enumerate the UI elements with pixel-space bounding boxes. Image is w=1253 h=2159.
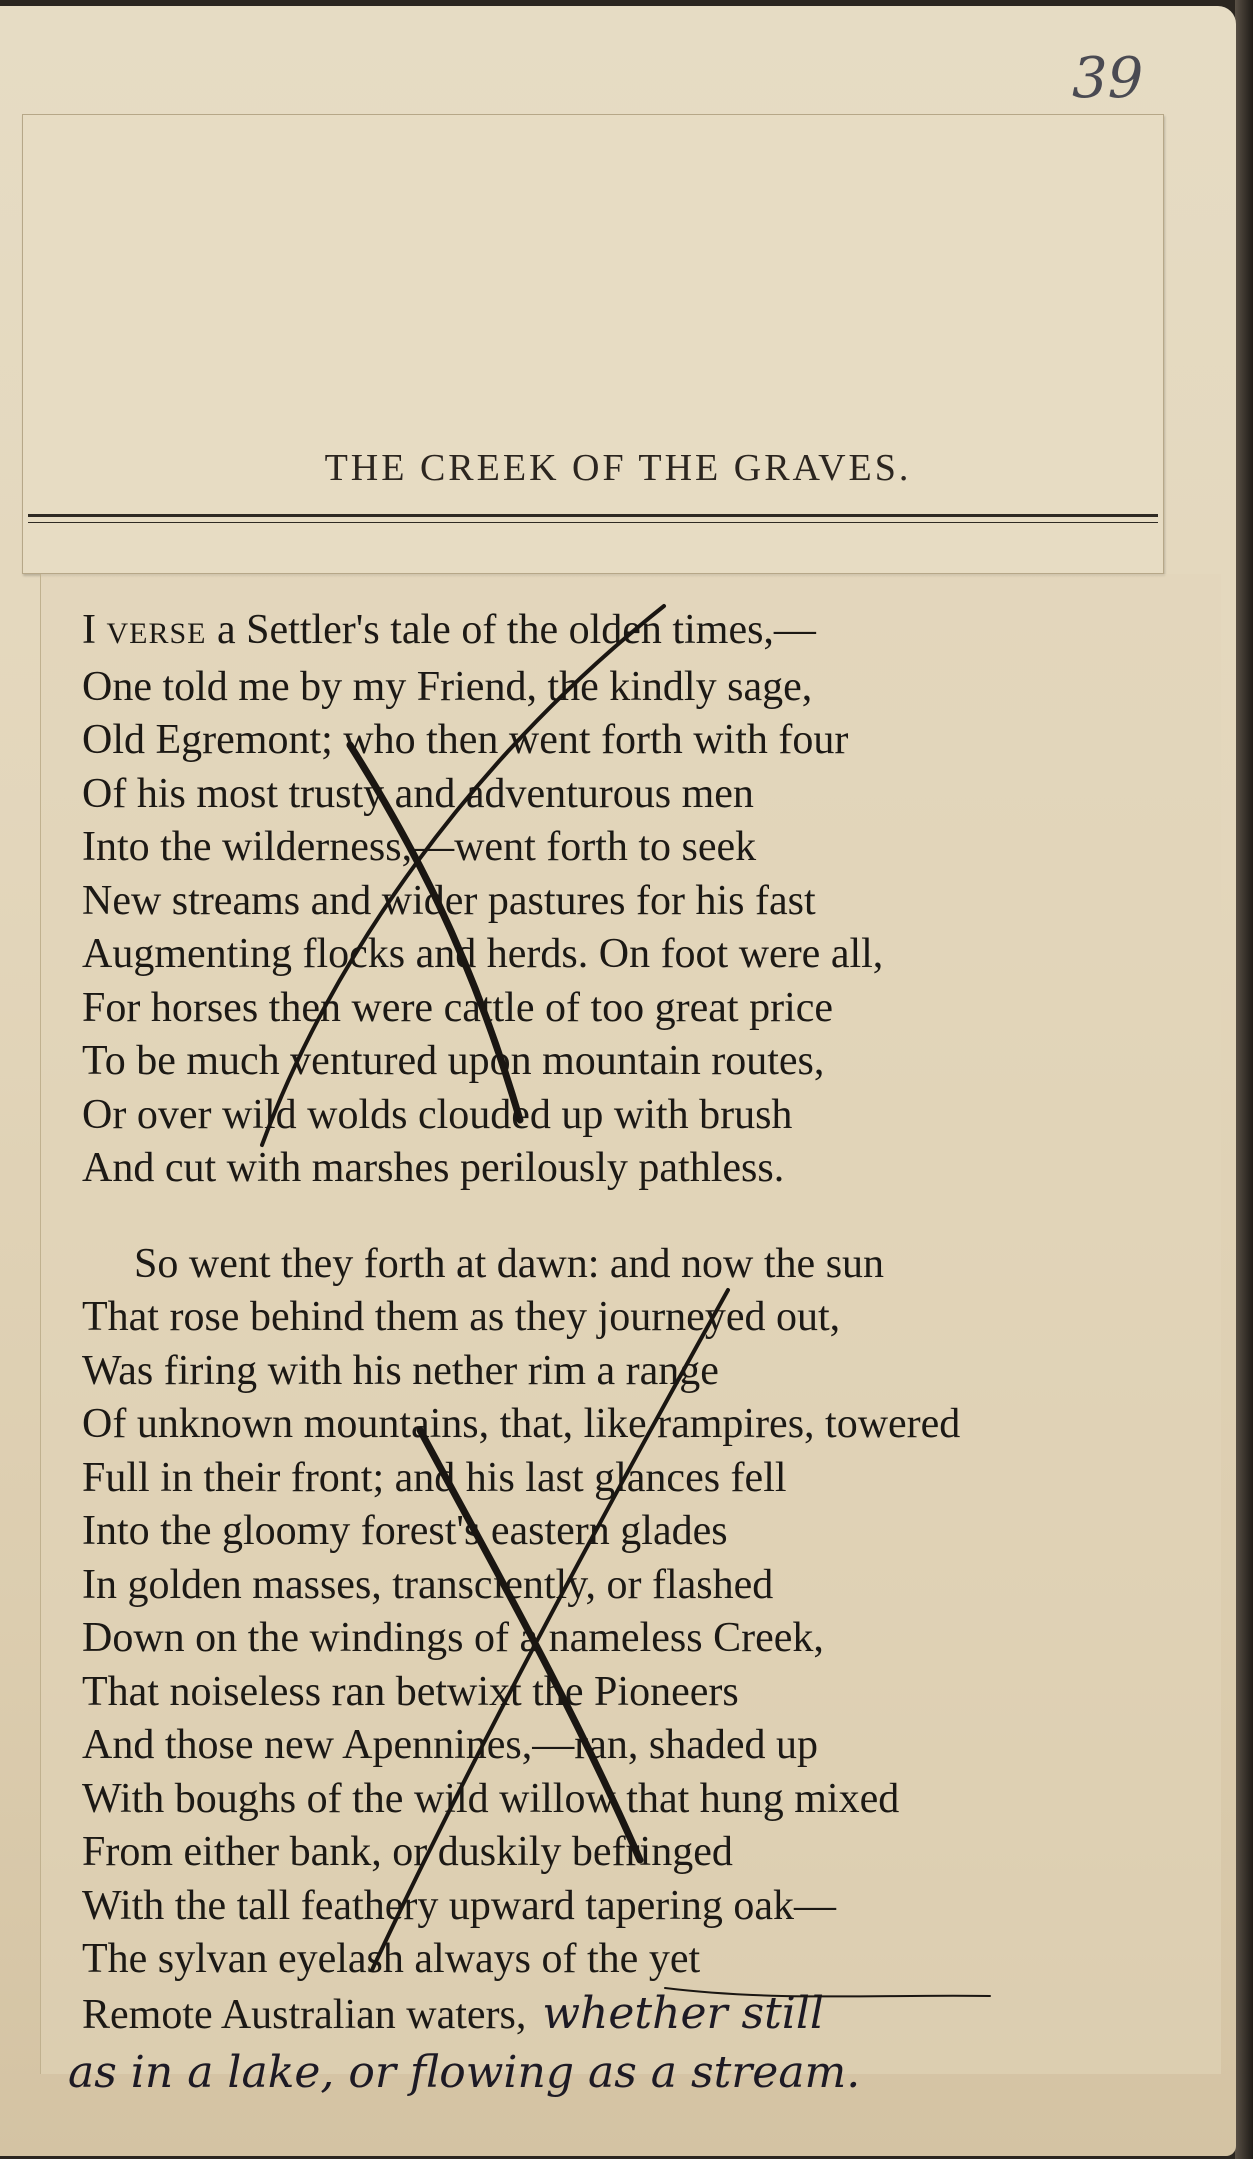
page-number: 39 [1072, 46, 1144, 111]
poem-line: Into the gloomy forest's eastern glades [82, 1508, 728, 1554]
smallcaps-word: VERSE [106, 617, 207, 650]
poem-line: And cut with marshes perilously pathless. [82, 1145, 785, 1191]
title-slip [22, 114, 1164, 574]
poem-body [68, 604, 1222, 2100]
poem-line: Of unknown mountains, that, like rampires, towered [82, 1401, 961, 1447]
poem-line: Into the wilderness,—went forth to seek [82, 824, 757, 870]
stanza-1 [82, 604, 1222, 1196]
poem-line: The sylvan eyelash always of the yet [82, 1936, 701, 1982]
handwritten-insertion: whether still [542, 1987, 824, 2039]
poem-line: From either bank, or duskily befringed [82, 1829, 733, 1875]
title-rule [28, 514, 1158, 517]
poem-title: THE CREEK OF THE GRAVES. [324, 447, 912, 489]
poem-line: To be much ventured upon mountain routes, [82, 1038, 825, 1084]
poem-line: I VERSE a Settler's tale of the olden times,— [82, 607, 816, 653]
poem-line: In golden masses, transciently, or flashed [82, 1561, 774, 1608]
title-rule-thin [28, 522, 1158, 523]
book-edge [1235, 0, 1253, 2159]
handwritten-line: as in a lake, or flowing as a stream. [68, 2047, 861, 2098]
stanza-gap [82, 1196, 1222, 1238]
poem-line: Of his most trusty and adventurous men [82, 770, 754, 817]
poem-line: New streams and wider pastures for his fast [82, 877, 816, 924]
poem-line-text: Remote Australian waters, [82, 1991, 527, 2038]
poem-line: That noiseless ran betwixt the Pioneers [82, 1668, 739, 1715]
poem-line: That rose behind them as they journeyed out, [82, 1294, 841, 1340]
poem-line: One told me by my Friend, the kindly sage, [82, 663, 813, 710]
poem-line-last [82, 1987, 1222, 2043]
book-page [0, 6, 1236, 2156]
poem-line: And those new Apennines,—ran, shaded up [82, 1722, 819, 1768]
poem-line: Down on the windings of a nameless Creek, [82, 1615, 824, 1661]
poem-line: Or over wild wolds clouded up with brush [82, 1091, 793, 1138]
poem-line: For horses then were cattle of too great price [82, 984, 834, 1031]
poem-line: So went they forth at dawn: and now the sun [134, 1240, 885, 1287]
poem-line: Full in their front; and his last glances fell [82, 1454, 787, 1501]
poem-line: Old Egremont; who then went forth with four [82, 717, 849, 763]
poem-line: Was firing with his nether rim a range [82, 1347, 719, 1394]
poem-line: Augmenting flocks and herds. On foot were all, [82, 931, 884, 977]
poem-line: With boughs of the wild willow that hung mixed [82, 1775, 900, 1822]
stanza-2 [68, 1238, 1222, 2100]
poem-line: With the tall feathery upward tapering oak— [82, 1882, 837, 1929]
